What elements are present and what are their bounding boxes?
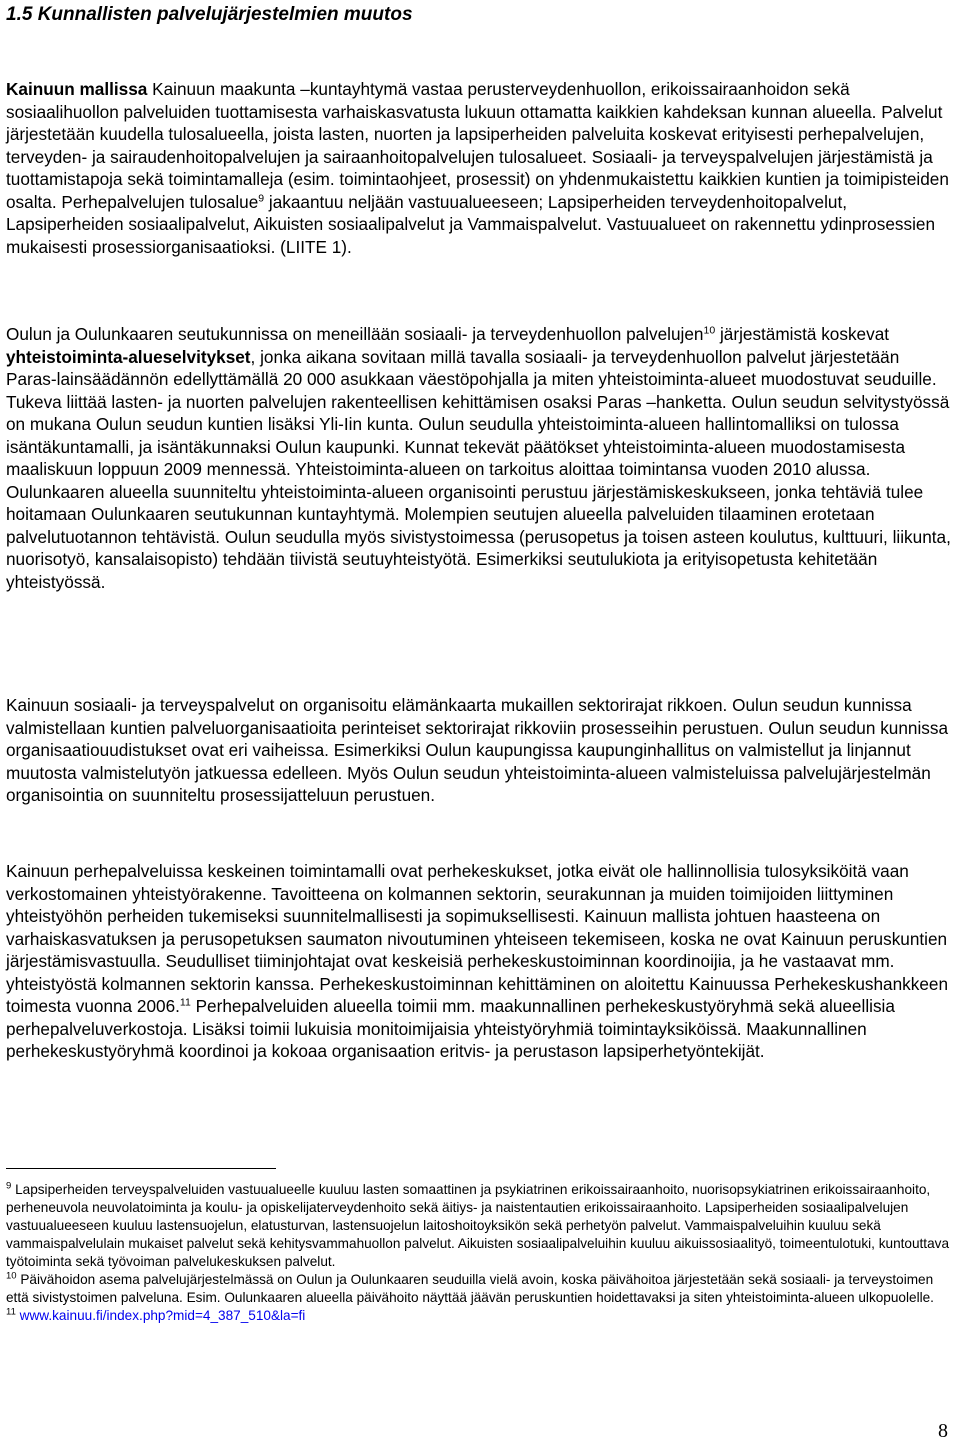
paragraph-text: Kainuun sosiaali- ja terveyspalvelut on organisoitu elämänkaarta mukaillen sektorirajat rikkoen. Oulun seudun kunnissa valmistellaan kuntien palveluorganisaatioita perinteiset sektorirajat rikkoviin prosesseihin perustuen. Oulun seudun kunnissa organisaatiouudistukset ovat eri vaiheissa. Esimerkiksi Oulun kaupungissa kaupunginhallitus on valmistellut ja linjannut muutosta valmistelutyön jatkuessa edelleen. Myös Oulun seudun yhteistoiminta-alueen valmisteluissa palvelujärjestelmän organisointia on suunniteltu prosessijatteluun perustuen. [6,695,949,805]
footnote-11 [6,1307,952,1325]
paragraph-text: jakaantuu neljään vastuualueeseen; Lapsiperheiden terveydenhoitopalvelut, Lapsiperheiden sosiaalipalvelut, Aikuisten sosiaalipalvelut ja Vammaispalvelut. Vastuualueet on rakennettu ydinprosessien mukaisesti prosessiorganisaatioksi. (LIITE 1). [6,191,936,257]
paragraph-organisation [6,694,952,807]
footnote-reference[interactable]: 11 [179,996,191,1009]
footnote-number: 10 [6,1270,17,1282]
footnote-reference[interactable]: 10 [703,324,716,337]
section-heading: 1.5 Kunnallisten palvelujärjestelmien muutos [6,4,413,25]
footnote-reference[interactable]: 9 [258,191,265,204]
paragraph-text: Perhepalveluiden alueella toimii mm. maakunnallinen perhekeskustyöryhmä sekä alueellisia perhepalveluverkostoja. Lisäksi toimii lukuisia monitoimijaisia yhteistyöryhmiä toimintayksiköissä. Maakunnallinen perhekeskustyöryhmä koordinoi ja kokoaa organisaation eritvis- ja perustason lapsiperhetyöntekijät. [6,996,895,1061]
footnote-divider [6,1168,276,1169]
paragraph-oulu-region [6,323,952,593]
paragraph-bold-term: yhteistoiminta-alueselvitykset [6,346,251,367]
footnote-number: 9 [6,1180,12,1192]
footnote-text: Päivähoidon asema palvelujärjestelmässä on Oulun ja Oulunkaaren seuduilla vielä avoin, koska päivähoitoa järjestetään sekä sosiaali- ja terveystoimen että sivistystoimen palveluna. Esim. Oulunkaaren alueella päivähoito näyttää jäävän peruskuntien hoidettavaksi ja siten yhteistoiminta-alueen ulkopuolelle. [6,1272,934,1305]
paragraph-text: Oulun ja Oulunkaaren seutukunnissa on meneillään sosiaali- ja terveydenhuollon palvelujen [6,324,704,344]
footnote-text: Lapsiperheiden terveyspalveluiden vastuualueelle kuuluu lasten somaattinen ja psykiatrinen erikoissairaanhoito, nuorisopsykiatrinen erikoissairaanhoito, perheneuvola neuvolatoiminta ja koulu- ja opiskelijaterveydenhoito sekä äitiys- ja naistentautien erikoissairaanhoito. Lapsiperheiden sosiaalipalvelujen vastuualueeseen kuuluu lastensuojelun, elatusturvan, lastensuojelun laitoshoitoyksikön sekä perhetyön palvelut. Vammaispalveluihin kuuluu sekä vammaispalvelulain mukaiset palvelut sekä kehitysvammahuollon palvelut. Aikuisten sosiaalipalveluihin kuuluu aikuissosiaalityö, toimeentulotuki, kuntouttava työtoiminta sekä työvoiman palvelukeskuksen palvelut. [6,1182,950,1269]
footnote-10 [6,1271,952,1307]
footnote-9 [6,1181,952,1271]
page-number: 8 [938,1420,948,1442]
footnotes-section [6,1181,952,1325]
footnote-link[interactable]: www.kainuu.fi/index.php?mid=4_387_510&la=fi [19,1308,306,1323]
paragraph-text: järjestämistä koskevat [715,324,890,344]
footnote-number: 11 [6,1306,16,1318]
paragraph-text: Kainuun perhepalveluissa keskeinen toimintamalli ovat perhekeskukset, jotka eivät ole hallinnollisia tulosyksiköitä vaan verkostomainen yhteistyörakenne. Tavoitteena on kolmannen sektorin, seurakunnan ja muiden toimijoiden liittyminen yhteistyöhön perheiden tukemiseksi suunnitelmallisesti ja sopimuksellisesti. Kainuun mallista johtuen haasteena on varhaiskasvatuksen ja perusopetuksen saumaton nivoutuminen yhteiseen tekemiseen, koska ne ovat Kainuun peruskuntien järjestämisvastuulla. Seudulliset tiiminjohtajat ovat keskeisiä perhekeskustoiminnan koordinoijia, ja he vastaavat mm. yhteistyöstä kolmannen sektorin kanssa. Perhekeskustoiminnan kehittäminen on aloitettu Kainuussa Perhekeskushankkeen toimesta vuonna 2006. [6,861,949,1016]
paragraph-kainuu-model [6,78,952,258]
paragraph-family-services [6,860,952,1063]
paragraph-lead-bold: Kainuun mallissa [6,79,148,99]
paragraph-text: Kainuun maakunta –kuntayhtymä vastaa perusterveydenhuollon, erikoissairaanhoidon sekä sosiaalihuollon palveluiden tuottamisesta varhaiskasvatusta lukuun ottamatta kaikkien kahdeksan kunnan alueella. Palvelut järjestetään kuudella tulosalueella, joista lasten, nuorten ja lapsiperheiden palveluita koskevat erityisesti perhepalvelujen, terveyden- ja sairaudenhoitopalvelujen ja sairaanhoitopalvelujen tulosalueet. Sosiaali- ja terveyspalvelujen järjestämistä ja tuottamistapoja sekä toimintamalleja (esim. toimintaohjeet, prosessit) on yhdenmukaistettu kaikkien kuntien ja toimipisteiden osalta. Perhepalvelujen tulosalue [6,79,949,212]
paragraph-text: , jonka aikana sovitaan millä tavalla sosiaali- ja terveydenhuollon palvelut järjestetään Paras-lainsäädännön edellyttämällä 20 000 asukkaan väestöpohjalla ja miten yhteistoiminta-alueet muodostuvat seuduille. Tukeva liittää lasten- ja nuorten palvelujen rakenteellisen kehittämisen osaksi Paras –hanketta. Oulun seudun selvitystyössä on mukana Oulun seudun kuntien lisäksi Yli-Iin kunta. Oulun seudulla yhteistoiminta-alueen hallintomalliksi on tulossa isäntäkuntamalli, ja isäntäkunnaksi Oulun kaupunki. Kunnat tekevät päätökset yhteistoiminta-alueen muodostamisesta maaliskuun loppuun 2009 mennessä. Yhteistoiminta-alueen on tarkoitus aloittaa toimintansa vuoden 2010 alussa. Oulunkaaren alueella suunniteltu yhteistoiminta-alueen organisointi perustuu järjestämiskeskukseen, jonka tehtäviä tulee hoitamaan Oulunkaaren seutukunnan kuntayhtymä. Molempien seutujen alueella palveluiden tilaaminen erotetaan palvelutuotannon tehtävistä. Oulun seudulla myös sivistystoimessa (perusopetus ja toisen asteen koulutus, kulttuuri, liikunta, nuorisotyö, kansalaisopisto) tehdään tiivistä seutuyhteistyötä. Esimerkiksi seutulukiota ja erityisopetusta kehitetään yhteistyössä. [6,346,951,592]
